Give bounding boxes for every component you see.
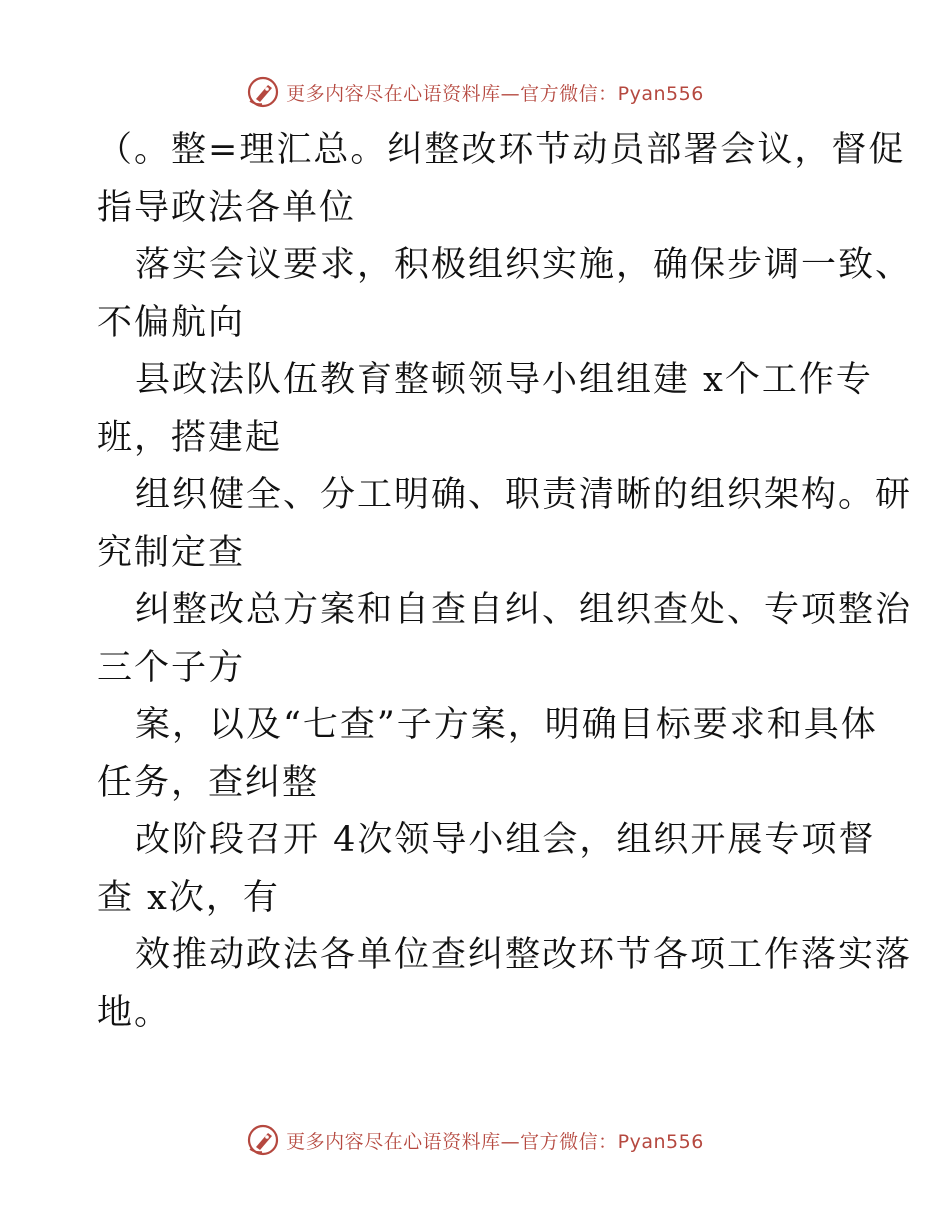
document-body — [97, 122, 913, 1042]
text-line: 查 x次，有 — [97, 877, 280, 918]
text-line: 不偏航向 — [97, 302, 246, 343]
text-line: 任务，查纠整 — [97, 762, 320, 803]
text-line: 三个子方 — [97, 647, 246, 688]
text-line: （。整=理汇总。纠整改环节动员部署会议，督促 — [97, 130, 906, 170]
watermark-header — [0, 72, 950, 112]
text-line: 纠整改总方案和自查自纠、组织查处、专项整治 — [135, 590, 913, 630]
watermark-text: 更多内容尽在心语资料库—官方微信：Pyan556 — [286, 1130, 704, 1153]
text-line: 效推动政法各单位查纠整改环节各项工作落实落 — [135, 935, 913, 975]
text-line: 班，搭建起 — [97, 417, 283, 458]
text-line: 组织健全、分工明确、职责清晰的组织架构。研 — [135, 475, 913, 515]
text-line: 指导政法各单位 — [97, 187, 357, 228]
text-line: 地。 — [97, 992, 172, 1033]
pen-nib-circle-icon — [246, 75, 280, 109]
text-line: 改阶段召开 4次领导小组会，组织开展专项督 — [135, 820, 876, 860]
watermark-text: 更多内容尽在心语资料库—官方微信：Pyan556 — [286, 82, 704, 105]
watermark-footer — [0, 1120, 950, 1160]
text-line: 案，以及“七查”子方案，明确目标要求和具体 — [135, 705, 878, 745]
text-line: 县政法队伍教育整顿领导小组组建 x个工作专 — [135, 360, 873, 400]
text-line: 落实会议要求，积极组织实施，确保步调一致、 — [135, 245, 913, 285]
pen-nib-circle-icon — [246, 1123, 280, 1157]
text-line: 究制定查 — [97, 532, 246, 573]
